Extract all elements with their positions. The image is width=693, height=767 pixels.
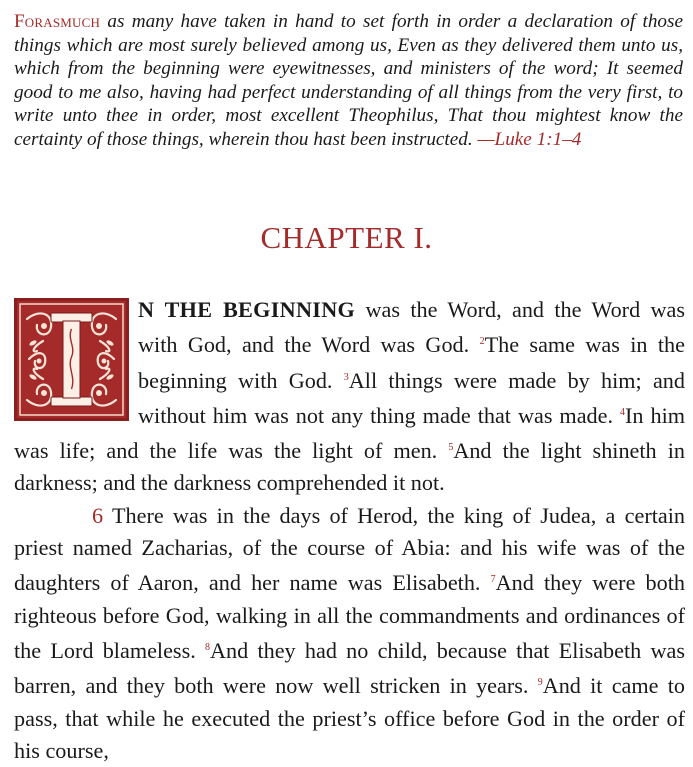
epigraph-text: as many have taken in hand to set forth in order a declaration of those things which are most surely believed among us, Even as they delivered them unto us, which from the beginning were eyewitnesses, and ministers of the word; It seemed good to me also, having had perfect understanding of all things from the very first, to write unto thee in order, most excellent Theophilus, That thou mightest know the certainty of those things, wherein thou hast been instructed. [14, 11, 683, 150]
verse-1-text: was the Word, and the Word was with God, and the Word was God. [138, 297, 686, 358]
drop-cap-i-icon [17, 301, 126, 418]
verse-6-text: There was in the days of Herod, the king of Judea, a certain priest named Zacharias, of the course of Abia: and his wife was of the daughters of Aaron, and her name was Elisabeth. [14, 502, 685, 596]
verse-3-number: 3 [343, 371, 349, 383]
opening-words: N THE BEGINNING [138, 297, 356, 322]
epigraph-citation: —Luke 1:1–4 [477, 128, 582, 150]
verse-4-number: 4 [620, 406, 626, 418]
verse-6-number: 6 [92, 502, 104, 528]
verse-9-number: 9 [537, 677, 543, 689]
verse-5-text: And the light shineth in darkness; and the darkness comprehended it not. [14, 438, 685, 496]
verse-5-number: 5 [448, 442, 454, 454]
verse-4-text: In him was life; and the life was the light of men. [14, 402, 685, 464]
epigraph-opening-word: Forasmuch [14, 11, 101, 32]
verse-7-number: 7 [490, 574, 496, 586]
verse-7-text: And they were both righteous before God, walking in all the commandments and ordinances of the Lord blameless. [14, 570, 685, 663]
paragraph-2 [14, 500, 685, 767]
chapter-title: CHAPTER I. [260, 220, 433, 255]
verse-8-number: 8 [205, 641, 210, 653]
verse-3-text: All things were made by him; and without him was not any thing made that was made. [138, 367, 685, 428]
drop-cap-ornament [14, 298, 129, 421]
verse-2-number: 2 [479, 336, 485, 348]
verse-9-text: And it came to pass, that while he executed the priest’s office before God in the order of his course, [14, 673, 686, 763]
verse-8-text: And they had no child, because that Elisabeth was barren, and they both were now well stricken in years. [14, 637, 685, 699]
epigraph [14, 10, 683, 151]
verse-2-text: The same was in the beginning with God. [138, 332, 686, 393]
chapter-body [14, 294, 685, 767]
